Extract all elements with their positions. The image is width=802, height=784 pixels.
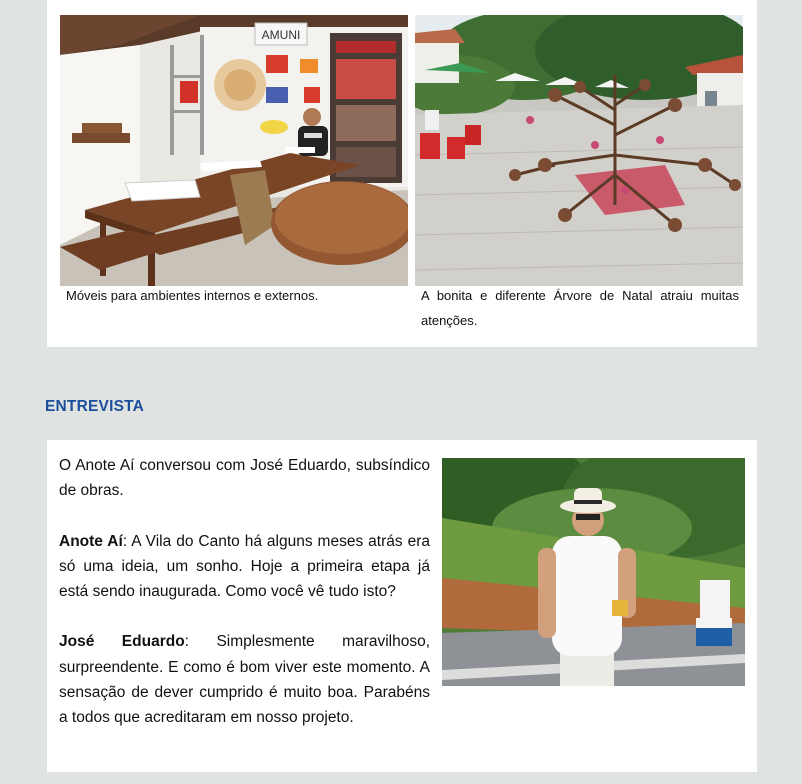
speaker-jose-eduardo: José Eduardo <box>59 633 185 651</box>
speaker-anote-ai: Anote Aí <box>59 532 123 550</box>
answer-text: : Simplesmente maravilhoso, surpreendente. E como é bom viver este momento. A sensação de dever cumprido é muito boa. Parabéns a todos que acreditaram em nosso projeto. <box>59 633 431 727</box>
photo-caption-left: Móveis para ambientes internos e externos. <box>66 288 319 303</box>
question-text: : A Vila do Canto há alguns meses atrás era só uma ideia, um sonho. Hoje a primeira etapa já está sendo inaugurada. Como você vê tudo isto? <box>59 532 430 601</box>
interview-body <box>59 453 745 756</box>
furniture-showroom-photo <box>60 15 408 286</box>
christmas-tree-photo <box>415 15 743 286</box>
interview-intro: O Anote Aí conversou com José Eduardo, subsíndico de obras. <box>59 457 430 500</box>
section-heading: ENTREVISTA <box>45 398 145 415</box>
svg-text:AMUNI: AMUNI <box>261 28 301 42</box>
interviewee-photo-frame <box>442 458 745 686</box>
photo-caption-right: A bonita e diferente Árvore de Natal atraiu muitas atenções. <box>421 288 739 328</box>
interviewee-photo <box>442 458 745 686</box>
